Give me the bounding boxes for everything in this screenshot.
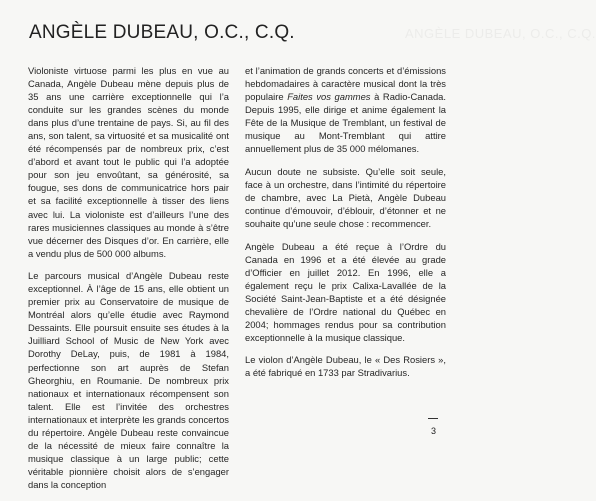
left-column: [28, 64, 229, 501]
page-number-rule: [428, 418, 438, 419]
right-column: [245, 64, 446, 389]
biography-paragraph: Angèle Dubeau a été reçue à l’Ordre du Canada en 1996 et a été élevée au grade d’Officier en juillet 2012. En 1996, elle a également reçu le prix Calixa-Lavallée de la Société Saint-Jean-Baptiste et a été désignée chevalière de l’Ordre national du Québec en 2004; hommages rendus pour sa contribution exceptionnelle à la musique classique.: [245, 240, 446, 343]
page-number: 3: [431, 426, 437, 436]
text-run: à Radio-Canada. Depuis 1995, elle dirige et anime également la Fête de la Musique de Tremblant, un festival de musique au Mont-Tremblant qui attire annuellement plus de 35 000 mélomanes.: [245, 91, 446, 155]
biography-paragraph: [245, 64, 446, 155]
biography-paragraph: Le violon d’Angèle Dubeau, le « Des Rosiers », a été fabriqué en 1733 par Stradivarius.: [245, 354, 446, 379]
biography-paragraph: Aucun doute ne subsiste. Qu’elle soit seule, face à un orchestre, dans l’intimité du répertoire de chambre, avec La Pietà, Angèle Dubeau continue d’émouvoir, d’éblouir, d’étonner et ne souhaite qu’une seule chose : recommencer.: [245, 165, 446, 230]
biography-paragraph: Le parcours musical d’Angèle Dubeau reste exceptionnel. À l’âge de 15 ans, elle obtient un premier prix au Conservatoire de musique de Montréal alors qu’elle étudie avec Raymond Dessaints. Elle poursuit ensuite ses études à la Juilliard School of Music de New York avec Dorothy DeLay, puis, de 1981 à 1984, perfectionne son art auprès de Stefan Gheorghiu, en Roumanie. De nombreux prix nationaux et internationaux récompensent son talent. Elle est l’invitée des orchestres internationaux et interprète les grands concertos du répertoire. Angèle Dubeau reste convaincue de la nécessité de mieux faire connaître la musique classique à un large public; cette véritable pionnière choisit alors de s’engager dans la conception: [28, 270, 229, 490]
biography-paragraph: Violoniste virtuose parmi les plus en vue au Canada, Angèle Dubeau mène depuis plus de 35 ans une carrière exceptionnelle qui l’a conduite sur les grandes scènes du monde dans plus d’une trentaine de pays. Si, au fil des ans, son talent, sa virtuosité et sa musicalité ont été récompensés par de nombreux prix, c’est d’abord et avant tout le public qui l’a adoptée pour son jeu envoûtant, sa générosité, sa fougue, ses dons de communicatrice hors pair et sa facilité exceptionnelle à tisser des liens avec lui. La violoniste est d’ailleurs l’une des rares musiciennes classiques au monde à s’être vue décerner des Disques d’or. En carrière, elle a vendu plus de 500 000 albums.: [28, 65, 229, 259]
bleed-through-title: ANGÈLE DUBEAU, O.C., C.Q.: [405, 26, 596, 41]
text-run: et l’animation de grands concerts et d’émissions hebdomadaires à caractère musical dont la très populaire: [245, 65, 446, 103]
page-title: ANGÈLE DUBEAU, O.C., C.Q.: [29, 22, 295, 43]
show-title-italic: Faites vos gammes: [287, 91, 371, 103]
